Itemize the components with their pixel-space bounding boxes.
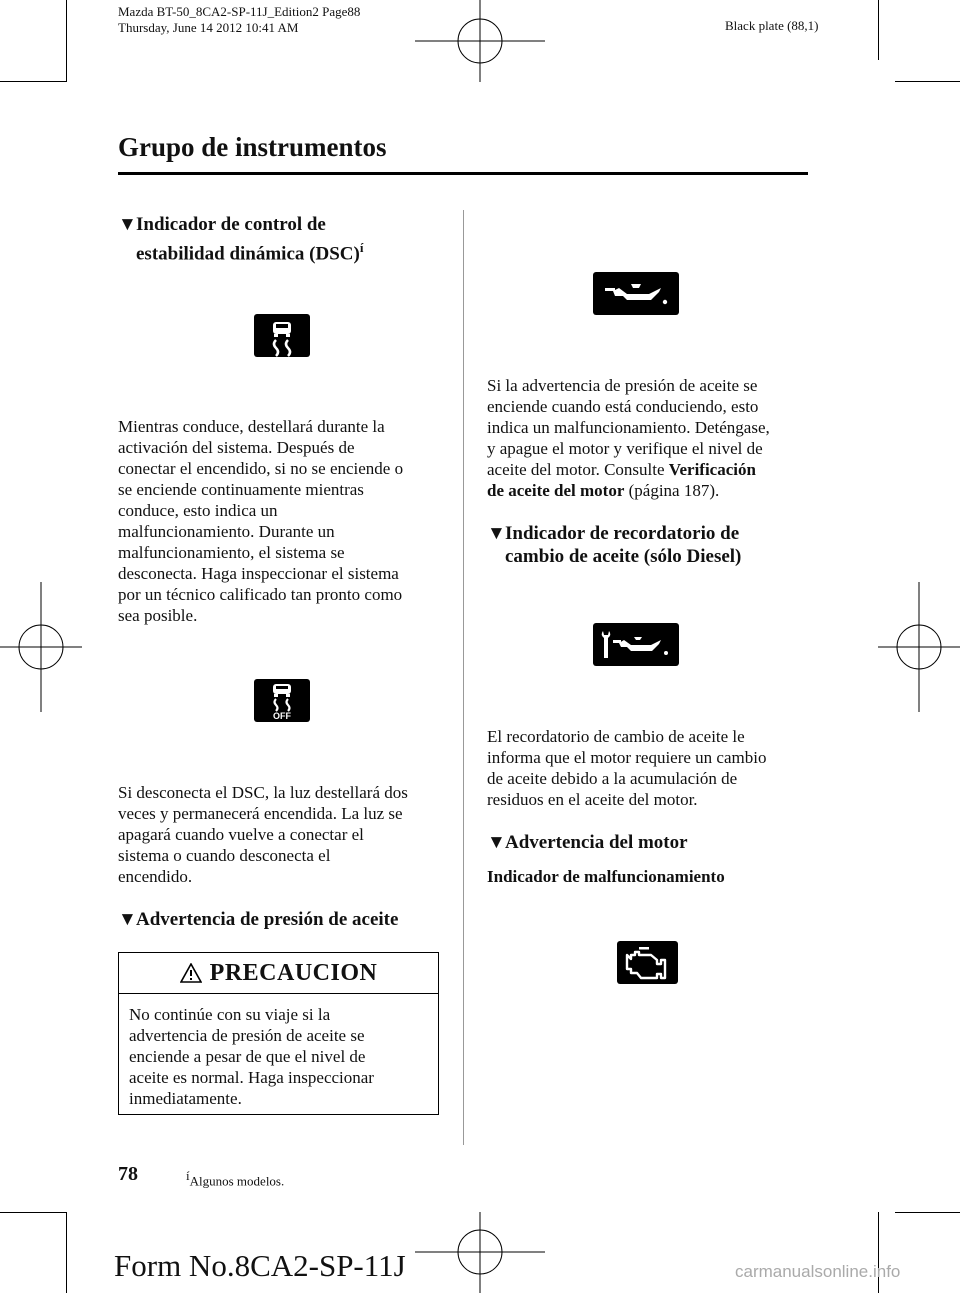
oil-check-link[interactable]: Verificación xyxy=(668,460,756,479)
crop-mark xyxy=(878,0,879,60)
form-number: Form No.8CA2-SP-11J xyxy=(114,1248,406,1283)
crop-mark xyxy=(0,81,66,82)
engine-subheading: Indicador de malfuncionamiento xyxy=(487,867,725,886)
dsc-skid-icon xyxy=(254,314,310,357)
oil-change-reminder-icon xyxy=(593,623,679,666)
oil-change-heading: ▼Indicador de recordatorio de cambio de aceite (sólo Diesel) xyxy=(487,523,742,567)
dsc-text-2: Si desconecta el DSC, la luz destellará dos veces y permanecerá encendida. La luz se apagará cuando vuelve a conectar el sistema o cuando desconecta el encendido. xyxy=(118,783,408,886)
print-meta-line2: Thursday, June 14 2012 10:41 AM xyxy=(118,20,299,35)
check-engine-icon xyxy=(617,941,678,984)
triangle-bullet-icon: ▼ xyxy=(487,523,506,544)
dsc-heading: ▼Indicador de control de estabilidad dinámica (DSC)$^í$ xyxy=(118,214,364,265)
crop-mark xyxy=(895,1212,960,1213)
registration-mark-left xyxy=(0,582,82,712)
crop-mark xyxy=(895,81,960,82)
column-divider xyxy=(463,210,464,1145)
registration-mark-right xyxy=(878,582,960,712)
oil-pressure-text: Si la advertencia de presión de aceite se enciende cuando está conduciendo, esto indica un malfuncionamiento. Deténgase, y apague el motor y verifique el nivel de aceite del motor. Consulte Verificación de aceite del motor (página 187). xyxy=(487,376,770,500)
engine-heading: ▼Advertencia del motor xyxy=(487,832,688,853)
triangle-bullet-icon: ▼ xyxy=(487,832,506,853)
crop-mark xyxy=(66,0,67,82)
oil-check-link[interactable]: de aceite del motor xyxy=(487,481,625,500)
site-watermark: carmanualsonline.info xyxy=(735,1262,901,1281)
triangle-bullet-icon: ▼ xyxy=(118,214,137,235)
asterisk-icon: í xyxy=(186,1168,190,1183)
plate-label: Black plate (88,1) xyxy=(725,18,819,33)
oil-pressure-heading: ▼Advertencia de presión de aceite xyxy=(118,909,399,930)
registration-mark-top xyxy=(415,0,545,82)
crop-mark xyxy=(66,1212,67,1293)
triangle-bullet-icon: ▼ xyxy=(118,909,137,930)
warning-triangle-icon xyxy=(180,963,202,983)
oil-change-text: El recordatorio de cambio de aceite le informa que el motor requiere un cambio de aceite debido a la acumulación de residuos en el aceite del motor. xyxy=(487,727,767,809)
crop-mark xyxy=(0,1212,66,1213)
print-meta xyxy=(118,4,360,36)
asterisk-icon: í xyxy=(359,240,364,255)
dsc-text-1: Mientras conduce, destellará durante la activación del sistema. Después de conectar el encendido, si no se enciende o se enciende continuamente mientras conduce, esto indica un malfuncionamiento. Durante un malfuncionamiento, el sistema se desconecta. Haga inspeccionar el sistema por un técnico calificado tan pronto como sea posible. xyxy=(118,417,404,625)
footnote: íAlgunos modelos. xyxy=(186,1168,285,1189)
section-title: Grupo de instrumentos xyxy=(118,132,387,162)
dsc-off-icon xyxy=(254,679,310,722)
print-meta-line1: Mazda BT-50_8CA2-SP-11J_Edition2 Page88 xyxy=(118,4,361,19)
page-number: 78 xyxy=(118,1163,138,1185)
registration-mark-bottom xyxy=(415,1212,545,1293)
oil-pressure-icon xyxy=(593,272,679,315)
caution-text: No continúe con su viaje si la advertencia de presión de aceite se enciende a pesar de que el nivel de aceite es normal. Haga inspeccionar inmediatamente. xyxy=(129,1005,374,1108)
caution-heading: PRECAUCION xyxy=(119,953,438,994)
caution-box xyxy=(118,952,439,1115)
dsc-off-label: OFF xyxy=(273,711,291,721)
title-rule xyxy=(118,172,808,175)
